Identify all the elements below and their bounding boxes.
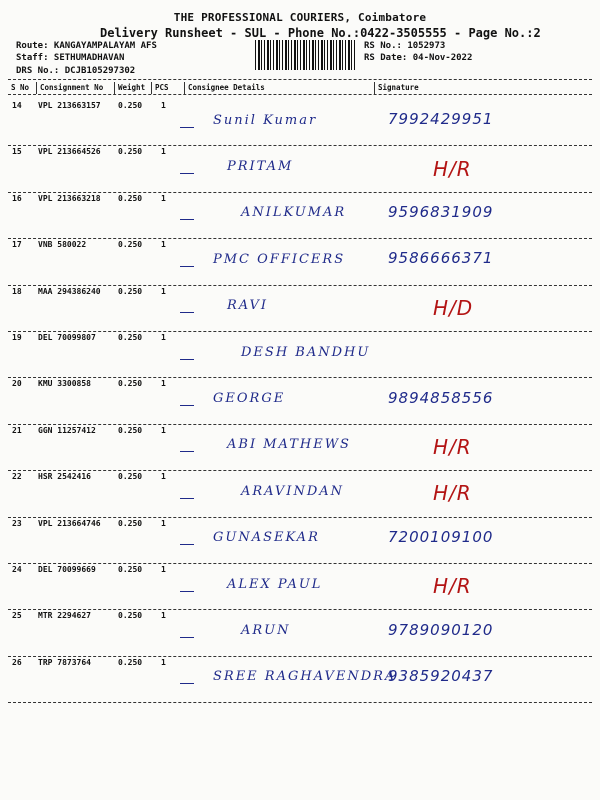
- row-consignment-no: VNB 580022: [38, 240, 87, 250]
- table-row: [8, 101, 592, 147]
- table-row: [8, 565, 592, 611]
- row-pcs: 1: [161, 240, 166, 250]
- row-consignee-handwritten: RAVI: [227, 298, 269, 314]
- check-mark-icon: [180, 498, 194, 499]
- row-pcs: 1: [161, 611, 166, 621]
- col-sno: S No: [11, 83, 30, 92]
- row-consignment-no: GGN 11257412: [38, 425, 96, 435]
- row-signature: 7200109100: [388, 527, 494, 546]
- row-signature: H/R: [433, 435, 472, 460]
- row-weight: 0.250: [118, 101, 143, 110]
- row-signature: 9789090120: [388, 620, 494, 639]
- row-sno: 26: [12, 657, 22, 667]
- check-mark-icon: [180, 451, 194, 452]
- row-consignment-no: VPL 213663218: [38, 193, 101, 203]
- row-signature: 7992429951: [388, 110, 494, 129]
- row-signature: H/R: [433, 481, 472, 506]
- check-mark-icon: [180, 637, 194, 638]
- row-signature: 9596831909: [388, 203, 494, 222]
- row-consignment-no: VPL 213664526: [38, 147, 101, 157]
- row-pcs: 1: [161, 565, 166, 574]
- staff-label: Staff: SETHUMADHAVAN: [16, 53, 125, 63]
- row-pcs: 1: [161, 518, 166, 528]
- table-row: [8, 287, 592, 333]
- runsheet-subtitle: Delivery Runsheet - SUL - Phone No.:0422-3505555 - Page No.:2: [100, 26, 541, 40]
- row-sno: 14: [12, 101, 22, 110]
- table-row: [8, 379, 592, 425]
- row-signature: 9586666371: [388, 249, 494, 268]
- col-consignment: Consignment No: [40, 83, 104, 92]
- row-sno: 20: [12, 379, 22, 389]
- col-sep: [114, 82, 115, 94]
- row-weight: 0.250: [118, 193, 143, 203]
- row-sno: 22: [12, 472, 22, 482]
- row-weight: 0.250: [118, 657, 143, 667]
- row-divider: [8, 563, 592, 564]
- row-sno: 15: [12, 147, 22, 157]
- row-divider: [8, 331, 592, 332]
- row-consignment-no: MTR 2294627: [38, 611, 91, 621]
- row-pcs: 1: [161, 193, 166, 203]
- row-divider: [8, 238, 592, 239]
- row-signature: 9385920437: [388, 667, 494, 686]
- row-divider: [8, 145, 592, 146]
- check-mark-icon: [180, 127, 194, 128]
- row-consignee-handwritten: ARAVINDAN: [241, 483, 345, 499]
- col-sep: [36, 82, 37, 94]
- col-sep: [374, 82, 375, 94]
- company-title: THE PROFESSIONAL COURIERS, Coimbatore: [173, 11, 427, 24]
- row-consignee-handwritten: ARUN: [241, 622, 291, 638]
- header-divider-bottom: [8, 94, 592, 95]
- rs-date: RS Date: 04-Nov-2022: [364, 53, 473, 63]
- table-row: [8, 194, 592, 240]
- row-sno: 17: [12, 240, 22, 250]
- col-weight: Weight: [118, 83, 146, 92]
- row-pcs: 1: [161, 286, 166, 296]
- row-divider: [8, 656, 592, 657]
- row-sno: 18: [12, 286, 22, 296]
- row-divider: [8, 609, 592, 610]
- row-sno: 19: [12, 333, 22, 342]
- check-mark-icon: [180, 173, 194, 174]
- row-weight: 0.250: [118, 611, 143, 621]
- col-sep: [151, 82, 152, 94]
- row-divider: [8, 192, 592, 193]
- row-divider: [8, 377, 592, 378]
- row-sno: 21: [12, 425, 22, 435]
- barcode: [255, 40, 355, 70]
- col-sep: [184, 82, 185, 94]
- row-consignee-handwritten: DESH BANDHU: [241, 344, 371, 360]
- row-pcs: 1: [161, 379, 166, 389]
- row-divider: [8, 285, 592, 286]
- row-sno: 16: [12, 193, 22, 203]
- row-sno: 24: [12, 565, 22, 574]
- row-signature: H/R: [433, 156, 472, 181]
- table-row: [8, 658, 592, 704]
- row-weight: 0.250: [118, 240, 143, 250]
- table-row: [8, 147, 592, 193]
- table-row: [8, 240, 592, 286]
- row-pcs: 1: [161, 101, 166, 110]
- row-pcs: 1: [161, 333, 166, 342]
- row-divider: [8, 517, 592, 518]
- row-consignment-no: DEL 70099807: [38, 333, 96, 342]
- check-mark-icon: [180, 544, 194, 545]
- col-consignee: Consignee Details: [188, 83, 265, 92]
- row-weight: 0.250: [118, 472, 143, 482]
- row-signature: 9894858556: [388, 388, 494, 407]
- check-mark-icon: [180, 359, 194, 360]
- row-consignment-no: VPL 213663157: [38, 101, 101, 110]
- row-weight: 0.250: [118, 333, 143, 342]
- row-signature: H/D: [433, 295, 474, 320]
- row-consignee-handwritten: PMC OFFICERS: [213, 251, 346, 267]
- row-sno: 25: [12, 611, 22, 621]
- row-consignee-handwritten: GUNASEKAR: [213, 530, 320, 546]
- row-divider: [8, 470, 592, 471]
- row-weight: 0.250: [118, 518, 143, 528]
- row-weight: 0.250: [118, 286, 143, 296]
- table-row: [8, 472, 592, 518]
- table-row: [8, 333, 592, 379]
- row-weight: 0.250: [118, 565, 143, 574]
- route-label: Route: KANGAYAMPALAYAM AFS: [16, 41, 157, 51]
- rs-number: RS No.: 1052973: [364, 41, 446, 51]
- row-pcs: 1: [161, 147, 166, 157]
- row-weight: 0.250: [118, 425, 143, 435]
- col-pcs: PCS: [155, 83, 169, 92]
- row-pcs: 1: [161, 425, 166, 435]
- header-divider-top: [8, 79, 592, 80]
- col-signature: Signature: [378, 83, 419, 92]
- row-consignee-handwritten: Sunil Kumar: [213, 112, 318, 128]
- row-consignment-no: TRP 7873764: [38, 657, 91, 667]
- row-consignment-no: HSR 2542416: [38, 472, 91, 482]
- drs-number: DRS No.: DCJB105297302: [16, 66, 136, 76]
- row-divider: [8, 424, 592, 425]
- row-consignee-handwritten: SREE RAGHAVENDRA: [213, 669, 397, 685]
- table-row: [8, 611, 592, 657]
- row-weight: 0.250: [118, 379, 143, 389]
- table-row: [8, 519, 592, 565]
- check-mark-icon: [180, 266, 194, 267]
- row-weight: 0.250: [118, 147, 143, 157]
- row-consignment-no: MAA 294386240: [38, 286, 101, 296]
- row-pcs: 1: [161, 657, 166, 667]
- row-consignee-handwritten: ANILKUMAR: [241, 205, 347, 221]
- row-consignment-no: DEL 70099669: [38, 565, 96, 574]
- row-signature: H/R: [433, 574, 472, 599]
- row-sno: 23: [12, 518, 22, 528]
- check-mark-icon: [180, 219, 194, 220]
- row-divider: [8, 702, 592, 703]
- check-mark-icon: [180, 591, 194, 592]
- check-mark-icon: [180, 312, 194, 313]
- row-consignee-handwritten: ABI MATHEWS: [227, 437, 351, 453]
- row-consignment-no: KMU 3300858: [38, 379, 91, 389]
- row-consignment-no: VPL 213664746: [38, 518, 101, 528]
- check-mark-icon: [180, 683, 194, 684]
- row-consignee-handwritten: GEORGE: [213, 390, 286, 406]
- row-pcs: 1: [161, 472, 166, 482]
- row-consignee-handwritten: PRITAM: [227, 158, 294, 174]
- row-consignee-handwritten: ALEX PAUL: [227, 576, 323, 592]
- check-mark-icon: [180, 405, 194, 406]
- table-row: [8, 426, 592, 472]
